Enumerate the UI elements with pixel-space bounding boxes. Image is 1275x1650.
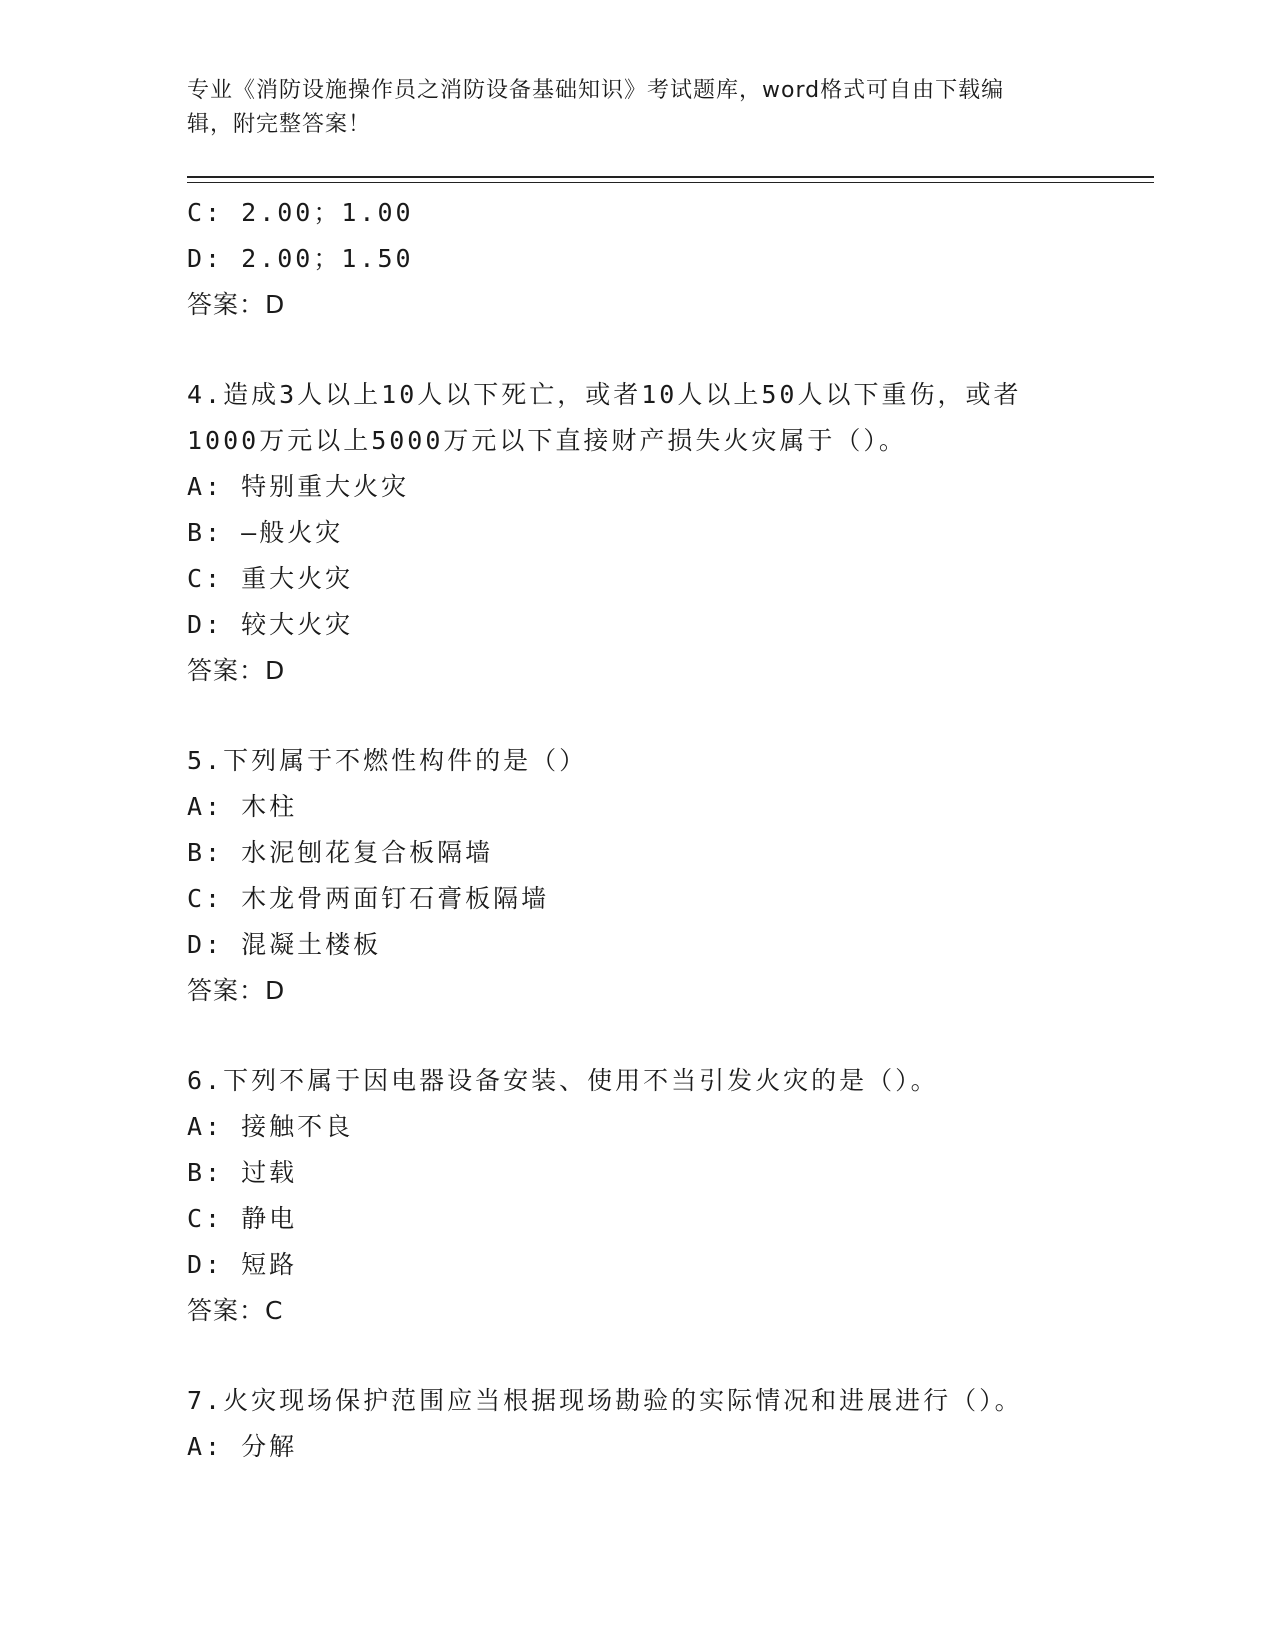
question-stem: 5.下列属于不燃性构件的是（）: [187, 746, 588, 775]
question-stem: 6.下列不属于因电器设备安装、使用不当引发火灾的是（）。: [187, 1066, 939, 1095]
answer-line: 答案：C: [187, 1296, 284, 1325]
answer-line: 答案：D: [187, 290, 286, 319]
question-5: [187, 738, 1087, 1014]
spacer: [187, 328, 1087, 372]
answer-line: 答案：D: [187, 656, 286, 685]
option-d: D: 混凝土楼板: [187, 930, 382, 959]
spacer: [187, 694, 1087, 738]
option-a: A: 木柱: [187, 792, 298, 821]
option-c: C: 重大火灾: [187, 564, 354, 593]
option-d: D: 短路: [187, 1250, 298, 1279]
question-4: [187, 372, 1087, 694]
question-stem-continued: 1000万元以上5000万元以下直接财产损失火灾属于（）。: [187, 426, 907, 455]
answer-line: 答案：D: [187, 976, 286, 1005]
spacer: [187, 1334, 1087, 1378]
question-3-fragment: [187, 190, 1087, 328]
document-header: [187, 74, 1067, 142]
header-divider-thick: [187, 176, 1154, 178]
option-d: D: 2.00；1.50: [187, 244, 414, 273]
option-b: B: —般火灾: [187, 518, 344, 547]
question-6: [187, 1058, 1087, 1334]
option-a: A: 分解: [187, 1432, 298, 1461]
question-list: [187, 190, 1087, 1470]
option-c: C: 静电: [187, 1204, 298, 1233]
header-divider-thin: [187, 182, 1154, 183]
option-c: C: 2.00；1.00: [187, 198, 414, 227]
option-d: D: 较大火灾: [187, 610, 354, 639]
question-stem: 7.火灾现场保护范围应当根据现场勘验的实际情况和进展进行（）。: [187, 1386, 1023, 1415]
header-line-1: 专业《消防设施操作员之消防设备基础知识》考试题库，word格式可自由下载编: [187, 78, 1005, 103]
option-c: C: 木龙骨两面钉石膏板隔墙: [187, 884, 550, 913]
option-a: A: 接触不良: [187, 1112, 354, 1141]
spacer: [187, 1014, 1087, 1058]
question-stem: 4.造成3人以上10人以下死亡，或者10人以上50人以下重伤，或者: [187, 380, 1022, 409]
option-b: B: 水泥刨花复合板隔墙: [187, 838, 494, 867]
header-line-2: 辑，附完整答案！: [187, 112, 372, 137]
option-b: B: 过载: [187, 1158, 298, 1187]
option-a: A: 特别重大火灾: [187, 472, 410, 501]
question-7: [187, 1378, 1087, 1470]
